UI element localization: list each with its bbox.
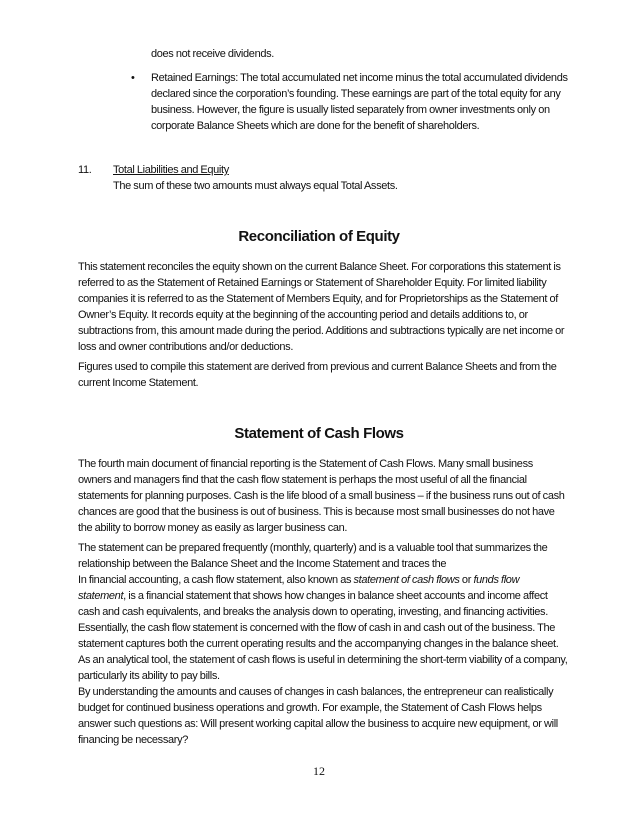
cashflows-paragraph-1: The fourth main document of financial reporting is the Statement of Cash Flows. Many small business owners and managers find that the cash flow statement is perhaps the most useful of all the financial statements for planning purposes. Cash is the life blood of a small business – if the business runs out of cash chances are good that the business is out of business. This is because most small businesses do not have the ability to borrow money as easily as larger business can. [78,458,565,534]
page-number: 12 [313,764,325,778]
bullet-text: Retained Earnings: The total accumulated net income minus the total accumulated dividends declared since the corporation’s founding. These earnings are part of the total equity for any business. However, the figure is usually listed separately from owner investments only on corporate Balance Sheets which are done for the benefit of shareholders. [151,72,568,132]
list-item-text: The sum of these two amounts must always equal Total Assets. [113,180,398,192]
reconciliation-paragraph-1: This statement reconciles the equity shown on the current Balance Sheet. For corporations this statement is referred to as the Statement of Retained Earnings or Statement of Shareholder Equity. For limited liability companies it is referred to as the Statement of Members Equity, and for Proprietorships as the Statement of Owner’s Equity. It records equity at the beginning of the accounting period and details additions to, or subtractions from, this amount made during the period. Additions and subtractions typically are net income or loss and owner contributions and/or deductions. [78,261,565,353]
cashflows-paragraph-2-body: In financial accounting, a cash flow statement, also known as statement of cash flows or funds flow statement, is a financial statement that shows how changes in balance sheet accounts and income affect cash and cash equivalents, and breaks the analysis down to operating, investing, and financing activities. Essentially, the cash flow statement is concerned with the flow of cash in and cash out of the business. The statement captures both the current operating results and the accompanying changes in the balance sheet. As an analytical tool, the statement of cash flows is useful in determining the short-term viability of a company, particularly its ability to pay bills. [78,574,568,682]
list-item-11 [78,162,578,194]
emphasis-funds-flow-statement: funds flow statement [78,574,520,602]
list-item-title: Total Liabilities and Equity [113,164,229,176]
emphasis-statement-of-cash-flows: statement of cash flows [353,574,460,586]
cashflows-paragraph-2-lead: The statement can be prepared frequently (monthly, quarterly) and is a valuable tool that summarizes the relationship between the Balance Sheet and the Income Statement and traces the [78,542,548,570]
heading-reconciliation: Reconciliation of Equity [238,228,400,245]
continuation-text: does not receive dividends. [151,48,274,60]
list-item-number: 11. [78,164,92,176]
cashflows-paragraph-3: By understanding the amounts and causes of changes in cash balances, the entrepreneur can realistically budget for continued business operations and growth. For example, the Statement of Cash Flows helps answer such questions as: Will present working capital allow the business to acquire new equipment, or will financing be necessary? [78,686,558,746]
cashflows-paragraph-2 [78,540,568,684]
bullet-dot-icon: • [131,72,135,84]
heading-cash-flows: Statement of Cash Flows [234,425,404,442]
reconciliation-paragraph-2: Figures used to compile this statement are derived from previous and current Balance Sheets and from the current Income Statement. [78,361,557,389]
bullet-retained-earnings [133,70,573,134]
